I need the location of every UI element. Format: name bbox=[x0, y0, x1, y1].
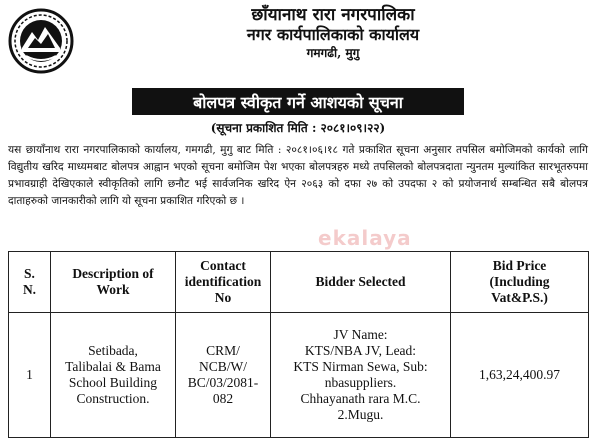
table-header-row bbox=[9, 252, 589, 313]
cell-bidder: JV Name: KTS/NBA JV, Lead: KTS Nirman Sewa, Sub: nbasuppliers. Chhayanath rara M.C. 2.Mugu. bbox=[271, 313, 451, 438]
published-date: (सूचना प्रकाशित मिति : २०८१।०९।२२) bbox=[210, 121, 386, 135]
header-bidder: Bidder Selected bbox=[271, 252, 451, 313]
municipality-name: छाँयानाथ रारा नगरपालिका bbox=[251, 5, 415, 25]
cell-bid-price: 1,63,24,400.97 bbox=[451, 313, 589, 438]
office-header bbox=[80, 5, 586, 62]
bid-table bbox=[8, 251, 589, 438]
header-bid-price: Bid Price (Including Vat&P.S.) bbox=[451, 252, 589, 313]
cell-contact-id: CRM/ NCB/W/ BC/03/2081- 082 bbox=[176, 313, 271, 438]
cell-sn: 1 bbox=[9, 313, 51, 438]
notice-body: यस छायाँनाथ रारा नगरपालिकाको कार्यालय, गमगढी, मुगु बाट मिति : २०८१।०६।१८ गते प्रकाशित सूचना अनुसार तपसिल बमोजिमको कार्यको लागि विद्युतीय खरिद माध्यमबाट बोलपत्र आह्वान भएको सूचना बमोजिम पेश भएका बोलपत्रहरु मध्ये तपसिलको बोलपत्रदाता न्युनतम मुल्यांकित सारभूतरुपमा प्रभावग्राही देखिएकाले स्वीकृतिको लागि छनौट भई सार्वजनिक खरिद ऐन २०६३ को दफा २७ को उपदफा २ को प्रयोजनार्थ सम्बन्धित सबै बोलपत्र दाताहरुको जानकारीको लागि यो सूचना प्रकाशित गरिएको छ । bbox=[8, 144, 588, 207]
header-contact-id: Contact identification No bbox=[176, 252, 271, 313]
source-watermark: ekalaya bbox=[318, 226, 412, 250]
municipality-emblem-icon bbox=[8, 8, 74, 74]
office-location: गमगढी, मुगु bbox=[306, 46, 360, 60]
table-row bbox=[9, 313, 589, 438]
notice-title-banner: बोलपत्र स्वीकृत गर्ने आशयको सूचना bbox=[132, 88, 464, 115]
header-sn: S. N. bbox=[9, 252, 51, 313]
header-description: Description of Work bbox=[51, 252, 176, 313]
cell-description: Setibada, Talibalai & Bama School Building Construction. bbox=[51, 313, 176, 438]
office-name: नगर कार्यपालिकाको कार्यालय bbox=[246, 25, 420, 44]
